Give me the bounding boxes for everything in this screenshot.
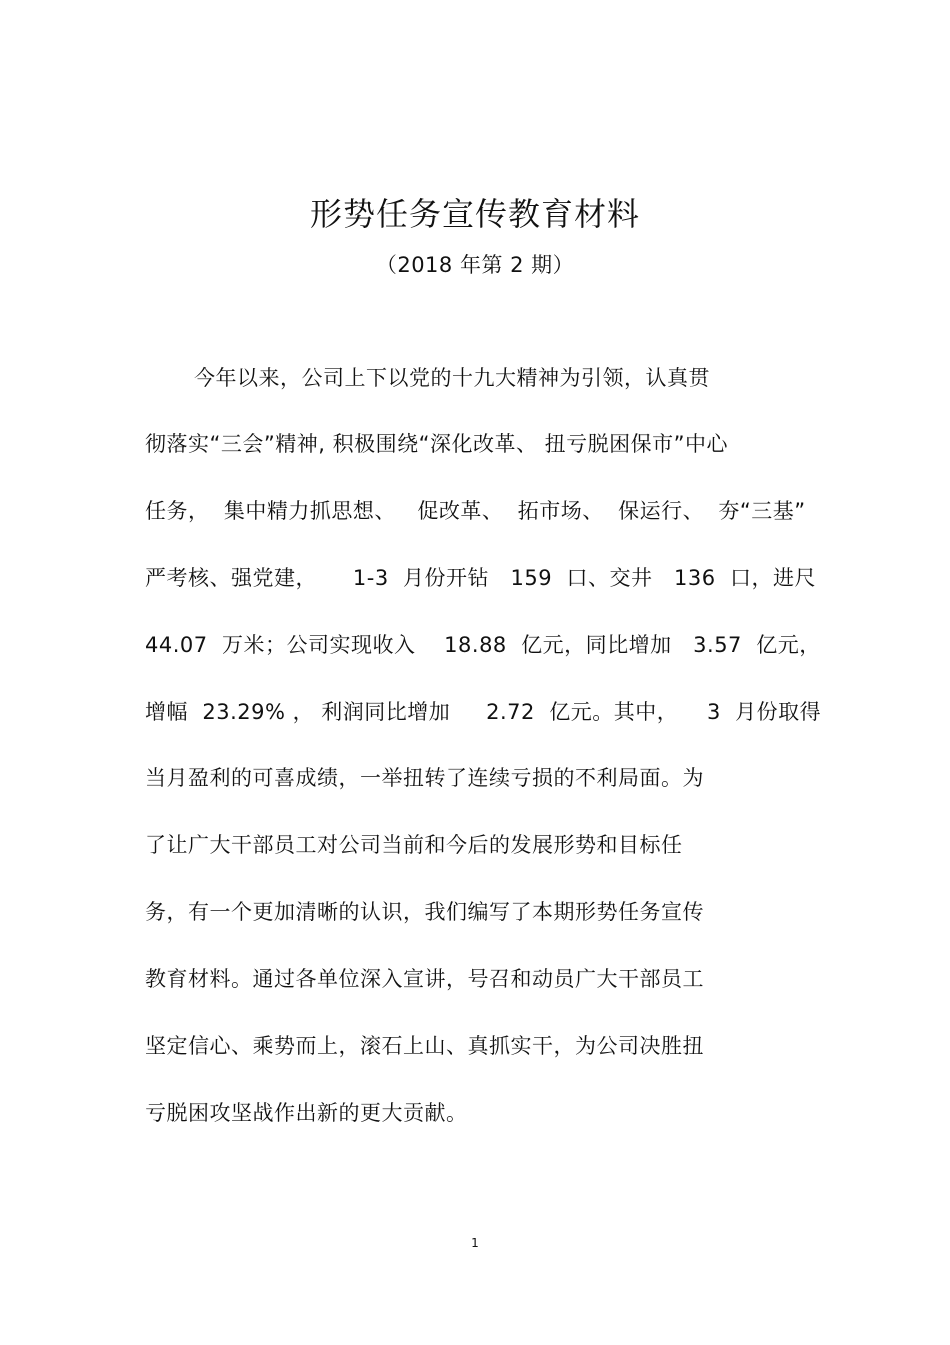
paragraph-line: 彻落实“三会”精神, 积极围绕“深化改革、 扭亏脱困保市”中心 xyxy=(145,432,729,456)
paragraph-line: 任务， 集中精力抓思想、 促改革、 拓市场、 保运行、 夯“三基” xyxy=(145,499,806,523)
paragraph-line: 务，有一个更加清晰的认识，我们编写了本期形势任务宣传 xyxy=(145,900,704,924)
page-number: 1 xyxy=(471,1236,479,1250)
paragraph-line: 亏脱困攻坚战作出新的更大贡献。 xyxy=(145,1101,468,1125)
document-title: 形势任务宣传教育材料 xyxy=(309,195,640,233)
document-subtitle: （2018 年第 2 期） xyxy=(375,253,575,277)
paragraph-line: 今年以来，公司上下以党的十九大精神为引领，认真贯 xyxy=(194,366,710,390)
paragraph-line: 44.07 万米；公司实现收入 18.88 亿元，同比增加 3.57 亿元， xyxy=(145,633,821,657)
paragraph-line: 教育材料。通过各单位深入宣讲，号召和动员广大干部员工 xyxy=(145,967,704,991)
paragraph-line: 坚定信心、乘势而上，滚石上山、真抓实干，为公司决胜扭 xyxy=(145,1034,704,1058)
paragraph-line: 增幅 23.29% ， 利润同比增加 2.72 亿元。其中， 3 月份取得 xyxy=(145,700,822,724)
paragraph-line: 了让广大干部员工对公司当前和今后的发展形势和目标任 xyxy=(145,833,683,857)
paragraph-line: 当月盈利的可喜成绩，一举扭转了连续亏损的不利局面。为 xyxy=(145,766,704,790)
paragraph-line: 严考核、强党建， 1-3 月份开钻 159 口、交井 136 口，进尺 xyxy=(145,566,816,590)
